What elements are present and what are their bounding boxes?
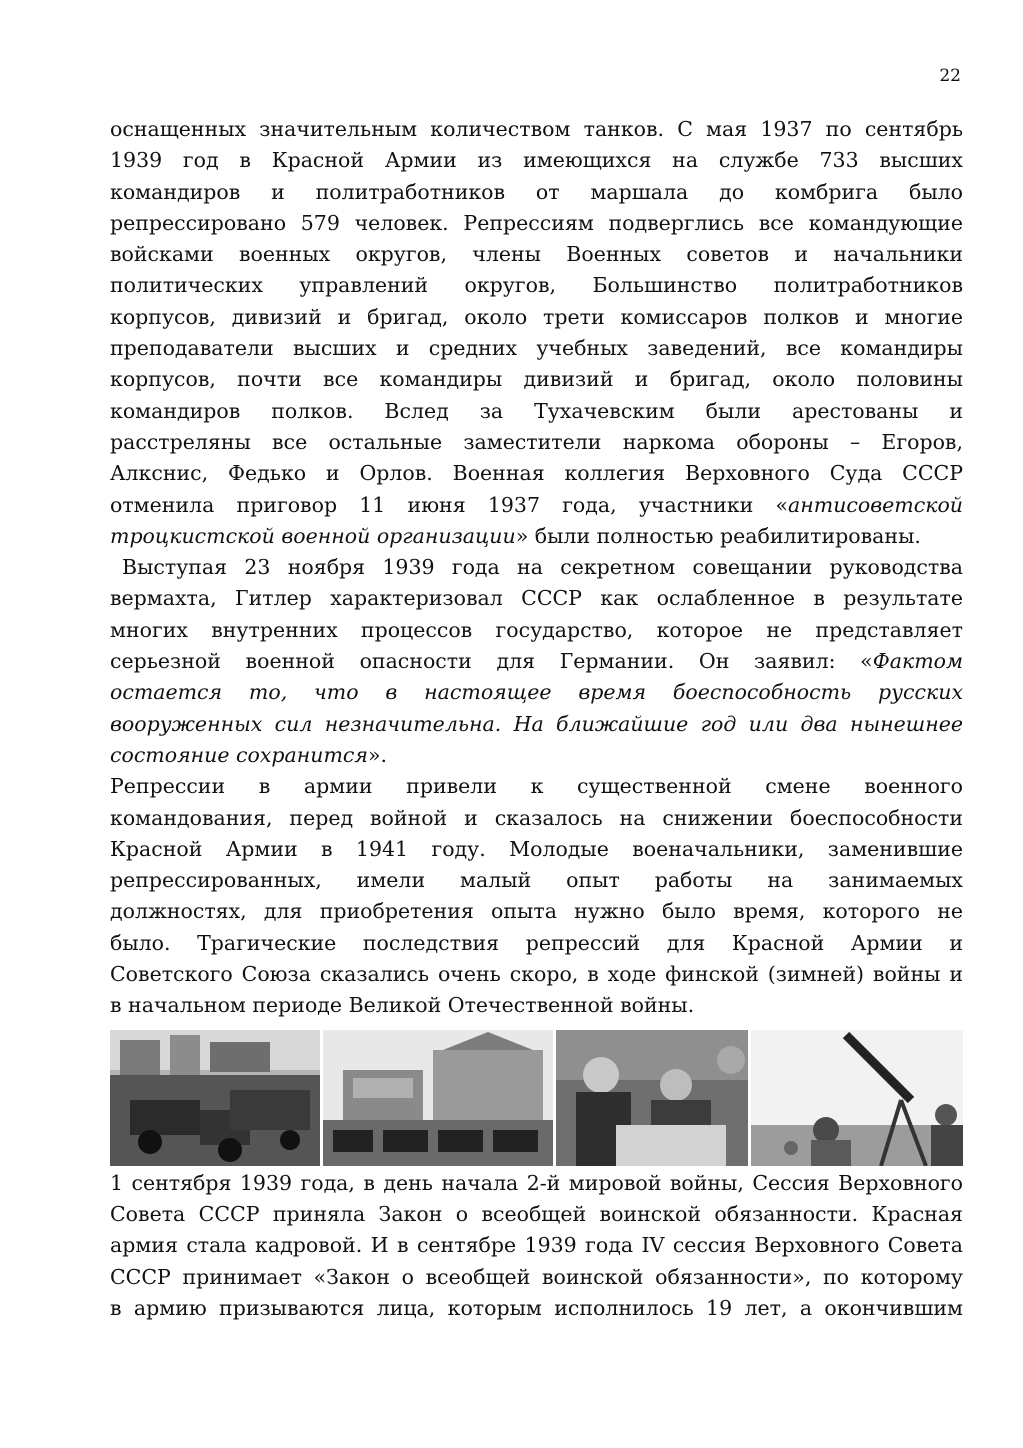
text-line: оснащенных значительным количеством танков. С мая 1937 по сентябрь: [110, 117, 963, 141]
page-number: 22: [939, 66, 961, 86]
text-line: Совета СССР приняла Закон о всеобщей воинской обязанности. Красная: [110, 1201, 963, 1226]
text-line: [110, 709, 963, 740]
text-line: СССР принимает «Закон о всеобщей воинской обязанности», по которому: [110, 1264, 963, 1289]
text-segment: отменила приговор 11 июня 1937 года, участники «: [110, 492, 789, 517]
text-line: вермахта, Гитлер характеризовал СССР как ослабленное в результате: [110, 586, 963, 611]
photo-parade-trucks: [110, 1030, 320, 1166]
text-line: командования, перед войной и сказалось на снижении боеспособности: [110, 805, 963, 830]
page-body: [110, 114, 963, 1324]
paragraph-repressions: [110, 114, 963, 552]
text-line: преподаватели высших и средних учебных заведений, все командиры: [110, 336, 963, 361]
text-segment: » были полностью реабилитированы.: [515, 523, 921, 548]
text-line: Красной Армии в 1941 году. Молодые военачальники, заменившие: [110, 836, 963, 861]
text-line: войсками военных округов, члены Военных советов и начальники: [110, 242, 963, 267]
text-segment: ».: [367, 742, 388, 767]
text-line: в начальном периоде Великой Отечественной войны.: [110, 993, 695, 1018]
text-line: Выступая 23 ноября 1939 года на секретном совещании руководства: [122, 555, 963, 580]
paragraph-consequences: [110, 771, 963, 1021]
text-line: многих внутренних процессов государство, которое не представляет: [110, 617, 963, 642]
text-line: было. Трагические последствия репрессий для Красной Армии и: [110, 930, 963, 955]
text-line: должностях, для приобретения опыта нужно было время, которого не: [110, 899, 963, 924]
text-line: [110, 646, 963, 677]
italic-quote: антисоветской: [788, 492, 963, 517]
photo-commanders-map: [556, 1030, 748, 1166]
photo-strip: [110, 1030, 963, 1166]
text-line: репрессированных, имели малый опыт работы на занимаемых: [110, 868, 963, 893]
text-line: корпусов, почти все командиры дивизий и бригад, около половины: [110, 367, 963, 392]
photo-machine-gun: [751, 1030, 963, 1166]
text-line: политических управлений округов, Большинство политработников: [110, 273, 963, 298]
text-segment: серьезной военной опасности для Германии. Он заявил: «: [110, 649, 873, 674]
text-line: корпусов, дивизий и бригад, около трети комиссаров полков и многие: [110, 304, 963, 329]
text-line: [110, 740, 963, 771]
text-line: армия стала кадровой. И в сентябре 1939 года IV сессия Верховного Совета: [110, 1233, 963, 1258]
text-line: расстреляны все остальные заместители наркома обороны – Егоров,: [110, 429, 963, 454]
text-line: Алкснис, Федько и Орлов. Военная коллегия Верховного Суда СССР: [110, 461, 963, 486]
italic-quote: вооруженных сил незначительна. На ближайшие год или два нынешнее: [110, 711, 963, 736]
paragraph-conscription-law: [110, 1168, 963, 1324]
text-line: командиров и политработников от маршала до комбрига было: [110, 179, 963, 204]
text-line: 1939 год в Красной Армии из имеющихся на службе 733 высших: [110, 148, 963, 173]
text-line: Репрессии в армии привели к существенной смене военного: [110, 774, 963, 799]
text-line: командиров полков. Вслед за Тухачевским были арестованы и: [110, 398, 963, 423]
italic-quote: остается то, что в настоящее время боеспособность русских: [110, 680, 963, 705]
photo-red-square: [323, 1030, 553, 1166]
paragraph-hitler-quote: [110, 552, 963, 771]
text-line: [110, 521, 963, 552]
text-line: [110, 490, 963, 521]
italic-quote: троцкистской военной организации: [110, 523, 516, 548]
text-line: 1 сентября 1939 года, в день начала 2-й мировой войны, Сессия Верховного: [110, 1170, 963, 1195]
italic-quote: Фактом: [872, 649, 963, 674]
italic-quote: состояние сохранится: [110, 742, 368, 767]
text-line: Советского Союза сказались очень скоро, в ходе финской (зимней) войны и: [110, 962, 963, 987]
text-line: [110, 677, 963, 708]
text-line: в армию призываются лица, которым исполнилось 19 лет, а окончившим: [110, 1295, 963, 1320]
text-line: репрессировано 579 человек. Репрессиям подверглись все командующие: [110, 210, 963, 235]
